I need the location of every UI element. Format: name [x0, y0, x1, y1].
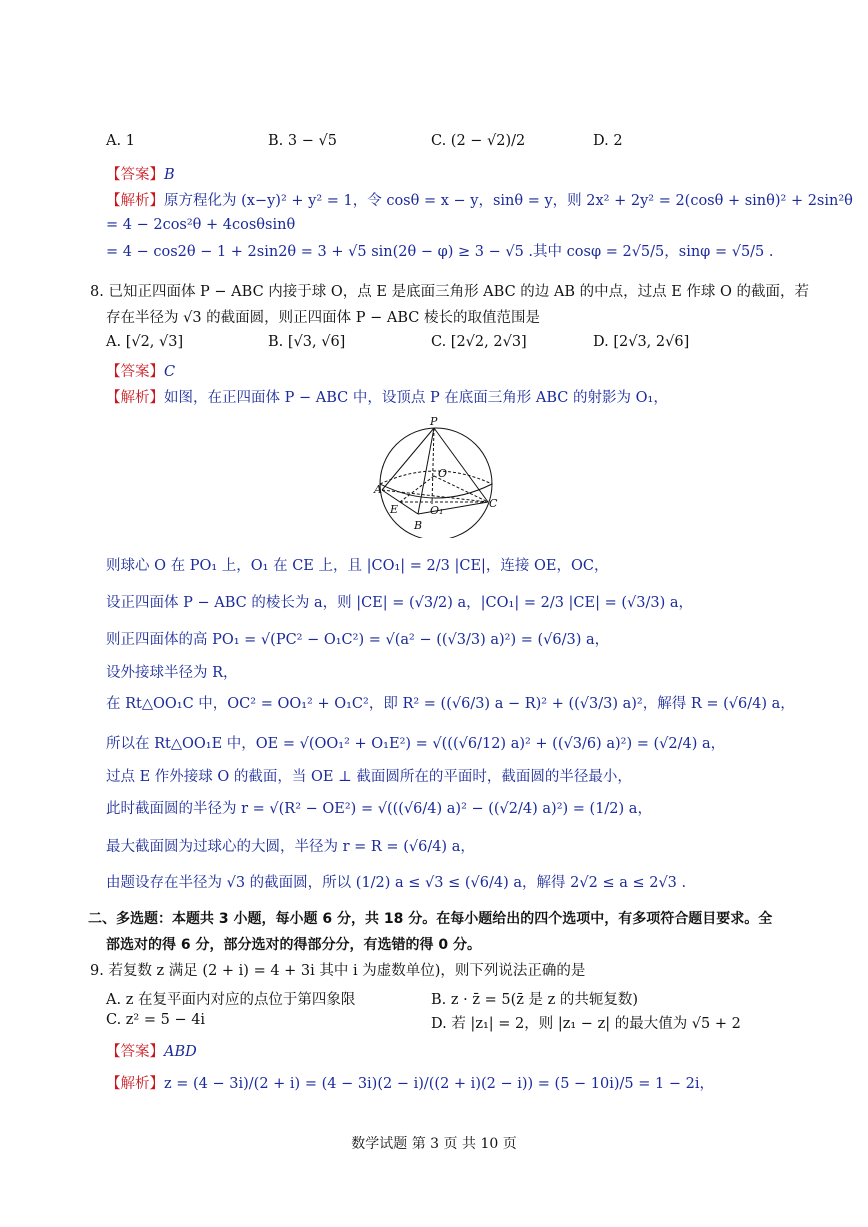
q9-option-d: D. 若 |z₁| = 2，则 |z₁ − z| 的最大值为 √5 + 2: [431, 1016, 741, 1032]
q9-answer-tag: 【答案】: [106, 1044, 164, 1060]
q9-option-b: B. z · z̄ = 5(z̄ 是 z 的共轭复数): [431, 992, 638, 1008]
q7-option-c: C. (2 − √2)/2: [431, 133, 526, 149]
q8-step-3: 则正四面体的高 PO₁ = √(PC² − O₁C²) = √(a² − ((√3/3) a)²) = (√6/3) a，: [106, 632, 610, 648]
q9-analysis-tag: 【解析】: [106, 1076, 164, 1092]
page-footer: 数学试题 第 3 页 共 10 页: [351, 1136, 517, 1152]
q9-analysis-text: z = (4 − 3i)/(2 + i) = (4 − 3i)(2 − i)/((2 + i)(2 − i)) = (5 − 10i)/5 = 1 − 2i，: [164, 1076, 714, 1092]
q7-analysis-line-2: = 4 − 2cos²θ + 4cosθsinθ: [106, 217, 296, 233]
q9-option-c: C. z² = 5 − 4i: [106, 1012, 206, 1028]
q8-step-6: 所以在 Rt△OO₁E 中，OE = √(OO₁² + O₁E²) = √(((√6/12) a)² + ((√3/6) a)²) = (√2/4) a，: [106, 736, 726, 752]
q9-analysis: [106, 1075, 714, 1093]
sphere-outline: [380, 428, 492, 538]
sphere-tetrahedron-figure: [372, 414, 500, 538]
edge-pc: [434, 428, 488, 502]
q8-stem-line-2: 存在半径为 √3 的截面圆，则正四面体 P − ABC 棱长的取值范围是: [106, 310, 541, 326]
q8-option-a: A. [√2, √3]: [106, 334, 184, 350]
q9-options: [106, 988, 746, 1032]
q8-option-c: C. [2√2, 2√3]: [431, 334, 527, 350]
q8-options: [106, 334, 746, 356]
q8-step-7: 过点 E 作外接球 O 的截面，当 OE ⊥ 截面圆所在的平面时，截面圆的半径最小，: [106, 769, 632, 785]
q8-answer-tag: 【答案】: [106, 364, 164, 380]
q8-option-b: B. [√3, √6]: [268, 334, 346, 350]
q8-answer: [106, 363, 175, 381]
q8-step-9: 最大截面圆为过球心的大圆，半径为 r = R = (√6/4) a，: [106, 839, 475, 855]
section-2-heading-line-1: 二、多选题：本题共 3 小题，每小题 6 分，共 18 分。在每小题给出的四个选项中，有多项符合题目要求。全: [88, 911, 773, 927]
label-o: O: [438, 467, 448, 480]
q8-step-10: 由题设存在半径为 √3 的截面圆，所以 (1/2) a ≤ √3 ≤ (√6/4) a，解得 2√2 ≤ a ≤ 2√3 .: [106, 875, 687, 891]
edge-bc: [418, 502, 488, 514]
q7-options: [106, 131, 746, 161]
q7-option-d: D. 2: [593, 133, 623, 149]
q7-answer-tag: 【答案】: [106, 167, 164, 183]
label-c: C: [489, 497, 498, 510]
q8-analysis-tag: 【解析】: [106, 390, 164, 406]
edge-pa: [382, 428, 434, 490]
q8-analysis-intro: [106, 389, 668, 407]
q7-analysis-line-1: [106, 192, 853, 210]
section-2-heading-line-2: 部选对的得 6 分，部分选对的得部分分，有选错的得 0 分。: [106, 937, 481, 953]
label-p: P: [430, 415, 438, 428]
q8-answer-value: C: [164, 364, 176, 380]
q7-answer: [106, 166, 175, 184]
q9-stem: 9. 若复数 z 满足 (2 + i) = 4 + 3i 其中 i 为虚数单位)，则下列说法正确的是: [90, 963, 586, 979]
q7-answer-value: B: [164, 167, 175, 183]
label-a: A: [374, 483, 382, 496]
label-b: B: [414, 519, 423, 532]
q8-analysis-intro-text: 如图，在正四面体 P − ABC 中，设顶点 P 在底面三角形 ABC 的射影为 O₁，: [164, 390, 668, 406]
q7-analysis-tag: 【解析】: [106, 193, 164, 209]
label-e: E: [390, 503, 399, 516]
q8-step-4: 设外接球半径为 R，: [106, 665, 238, 681]
label-o1: O₁: [430, 504, 444, 517]
q7-option-a: A. 1: [106, 133, 135, 149]
q7-option-b: B. 3 − √5: [268, 133, 337, 149]
q8-step-2: 设正四面体 P − ABC 的棱长为 a，则 |CE| = (√3/2) a，|CO₁| = 2/3 |CE| = (√3/3) a，: [106, 595, 693, 611]
q7-analysis-text-1: 原方程化为 (x−y)² + y² = 1，令 cosθ = x − y，sinθ = y，则 2x² + 2y² = 2(cosθ + sinθ)² + 2sin²θ: [164, 193, 853, 209]
q8-option-d: D. [2√3, 2√6]: [593, 334, 690, 350]
q8-stem-line-1: 8. 已知正四面体 P − ABC 内接于球 O，点 E 是底面三角形 ABC 的边 AB 的中点，过点 E 作球 O 的截面，若: [90, 284, 810, 300]
edge-pb: [418, 428, 434, 514]
q9-option-a: A. z 在复平面内对应的点位于第四象限: [106, 992, 356, 1008]
q8-step-1: 则球心 O 在 PO₁ 上，O₁ 在 CE 上，且 |CO₁| = 2/3 |CE|，连接 OE，OC，: [106, 558, 609, 574]
q7-analysis-line-3: = 4 − cos2θ − 1 + 2sin2θ = 3 + √5 sin(2θ − φ) ≥ 3 − √5 .其中 cosφ = 2√5/5，sinφ = √5/5 .: [106, 244, 774, 260]
q8-step-5: 在 Rt△OO₁C 中，OC² = OO₁² + O₁C²，即 R² = ((√6/3) a − R)² + ((√3/3) a)²，解得 R = (√6/4) a，: [106, 696, 795, 712]
q9-answer: [106, 1043, 197, 1061]
q8-step-8: 此时截面圆的半径为 r = √(R² − OE²) = √(((√6/4) a)² − ((√2/4) a)²) = (1/2) a，: [106, 801, 652, 817]
q9-answer-value: ABD: [164, 1044, 197, 1060]
